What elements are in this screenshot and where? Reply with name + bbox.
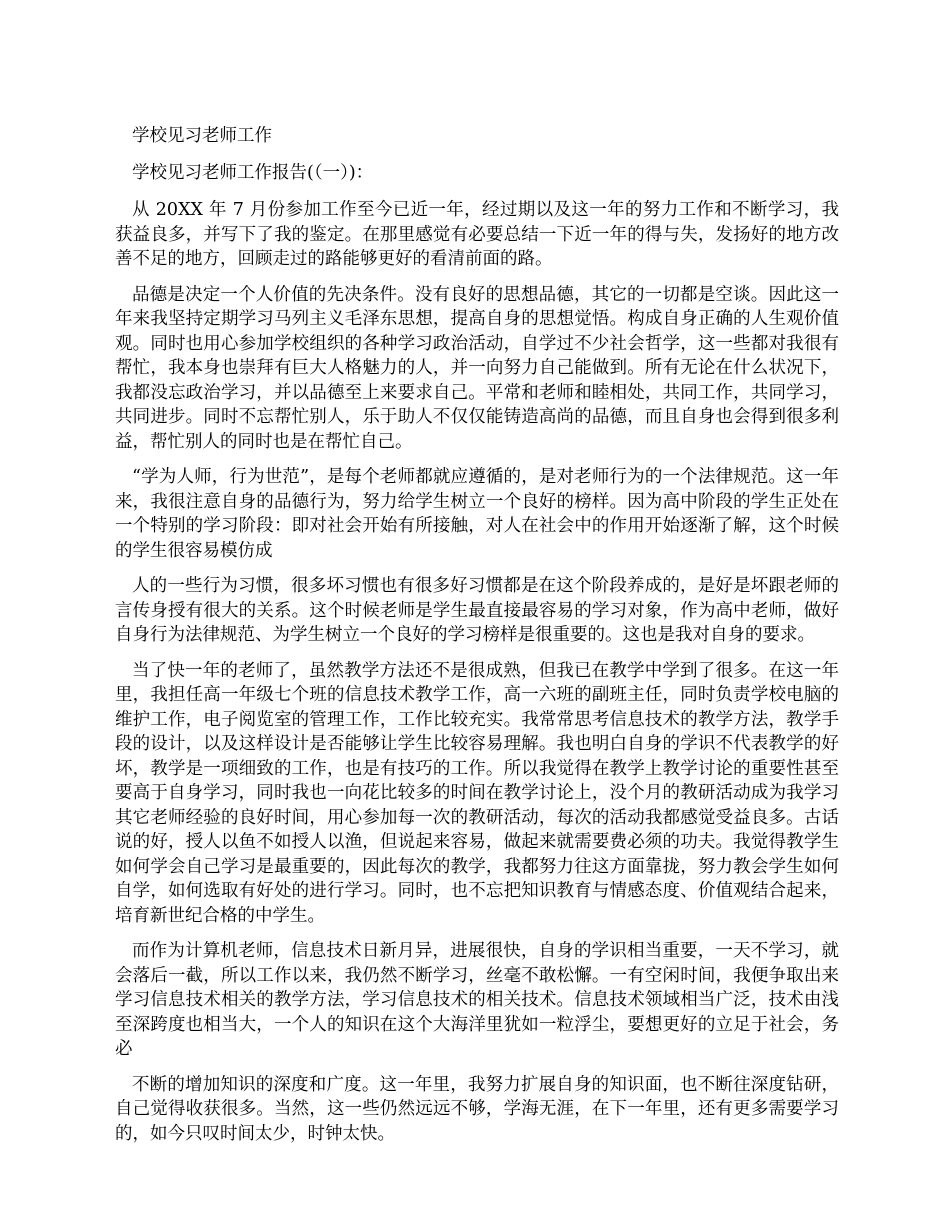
paragraph-6: 而作为计算机老师，信息技术日新月异，进展很快，自身的学识相当重要，一天不学习，就会落后一截，所以工作以来，我仍然不断学习，丝毫不敢松懈。一有空闲时间，我便争取出来学习信息技术相关的教学方法，学习信息技术的相关技术。信息技术领域相当广泛，技术由浅至深跨度也相当大，一个人的知识在这个大海洋里犹如一粒浮尘，要想更好的立足于社会，务必 <box>115 941 839 1059</box>
paragraph-2: 品德是决定一个人价值的先决条件。没有良好的思想品德，其它的一切都是空谈。因此这一年来我坚持定期学习马列主义毛泽东思想，提高自身的思想觉悟。构成自身正确的人生观价值观。同时也用心参加学校组织的各种学习政治活动，自学过不少社会哲学，这一些都对我很有帮忙，我本身也崇拜有巨大人格魅力的人，并一向努力自己能做到。所有无论在什么状况下，我都没忘政治学习，并以品德至上来要求自己。平常和老师和睦相处，共同工作，共同学习，共同进步。同时不忘帮忙别人，乐于助人不仅仅能铸造高尚的品德，而且自身也会得到很多利益，帮忙别人的同时也是在帮忙自己。 <box>115 284 839 452</box>
document-page <box>115 124 839 1157</box>
paragraph-4: 人的一些行为习惯，很多坏习惯也有很多好习惯都是在这个阶段养成的，是好是坏跟老师的言传身授有很大的关系。这个时候老师是学生最直接最容易的学习对象，作为高中老师，做好自身行为法律规范、为学生树立一个良好的学习榜样是很重要的。这也是我对自身的要求。 <box>115 576 839 645</box>
document-title: 学校见习老师工作 <box>132 126 272 146</box>
paragraph-3: “学为人师，行为世范”，是每个老师都就应遵循的，是对老师行为的一个法律规范。这一年来，我很注意自身的品德行为，努力给学生树立一个良好的榜样。因为高中阶段的学生正处在一个特别的学习阶段：即对社会开始有所接触，对人在社会中的作用开始逐渐了解，这个时候的学生很容易模仿成 <box>115 467 839 561</box>
document-subtitle: 学校见习老师工作报告(（一）)： <box>132 163 374 183</box>
paragraph-7: 不断的增加知识的深度和广度。这一年里，我努力扩展自身的知识面，也不断往深度钻研，自己觉得收获很多。当然，这一些仍然远远不够，学海无涯，在下一年里，还有更多需要学习的，如今只叹时间太少，时钟太快。 <box>115 1074 839 1144</box>
paragraph-5: 当了快一年的老师了，虽然教学方法还不是很成熟，但我已在教学中学到了很多。在这一年里，我担任高一年级七个班的信息技术教学工作，高一六班的副班主任，同时负责学校电脑的维护工作，电子阅览室的管理工作，工作比较充实。我常常思考信息技术的教学方法，教学手段的设计，以及这样设计是否能够让学生比较容易理解。我也明白自身的学识不代表教学的好坏，教学是一项细致的工作，也是有技巧的工作。所以我觉得在教学上教学讨论的重要性甚至要高于自身学习，同时我也一向花比较多的时间在教学讨论上，没个月的教研活动成为我学习其它老师经验的良好时间，用心参加每一次的教研活动，每次的活动我都感觉受益良多。古话说的好，授人以鱼不如授人以渔，但说起来容易，做起来就需要费必须的功夫。我觉得教学生如何学会自己学习是最重要的，因此每次的教学，我都努力往这方面靠拢，努力教会学生如何自学，如何选取有好处的进行学习。同时，也不忘把知识教育与情感态度、价值观结合起来，培育新世纪合格的中学生。 <box>115 660 839 926</box>
paragraph-1: 从 20XX 年 7 月份参加工作至今已近一年，经过期以及这一年的努力工作和不断学习，我获益良多，并写下了我的鉴定。在那里感觉有必要总结一下近一年的得与失，发扬好的地方改善不足的地方，回顾走过的路能够更好的看清前面的路。 <box>115 200 839 269</box>
